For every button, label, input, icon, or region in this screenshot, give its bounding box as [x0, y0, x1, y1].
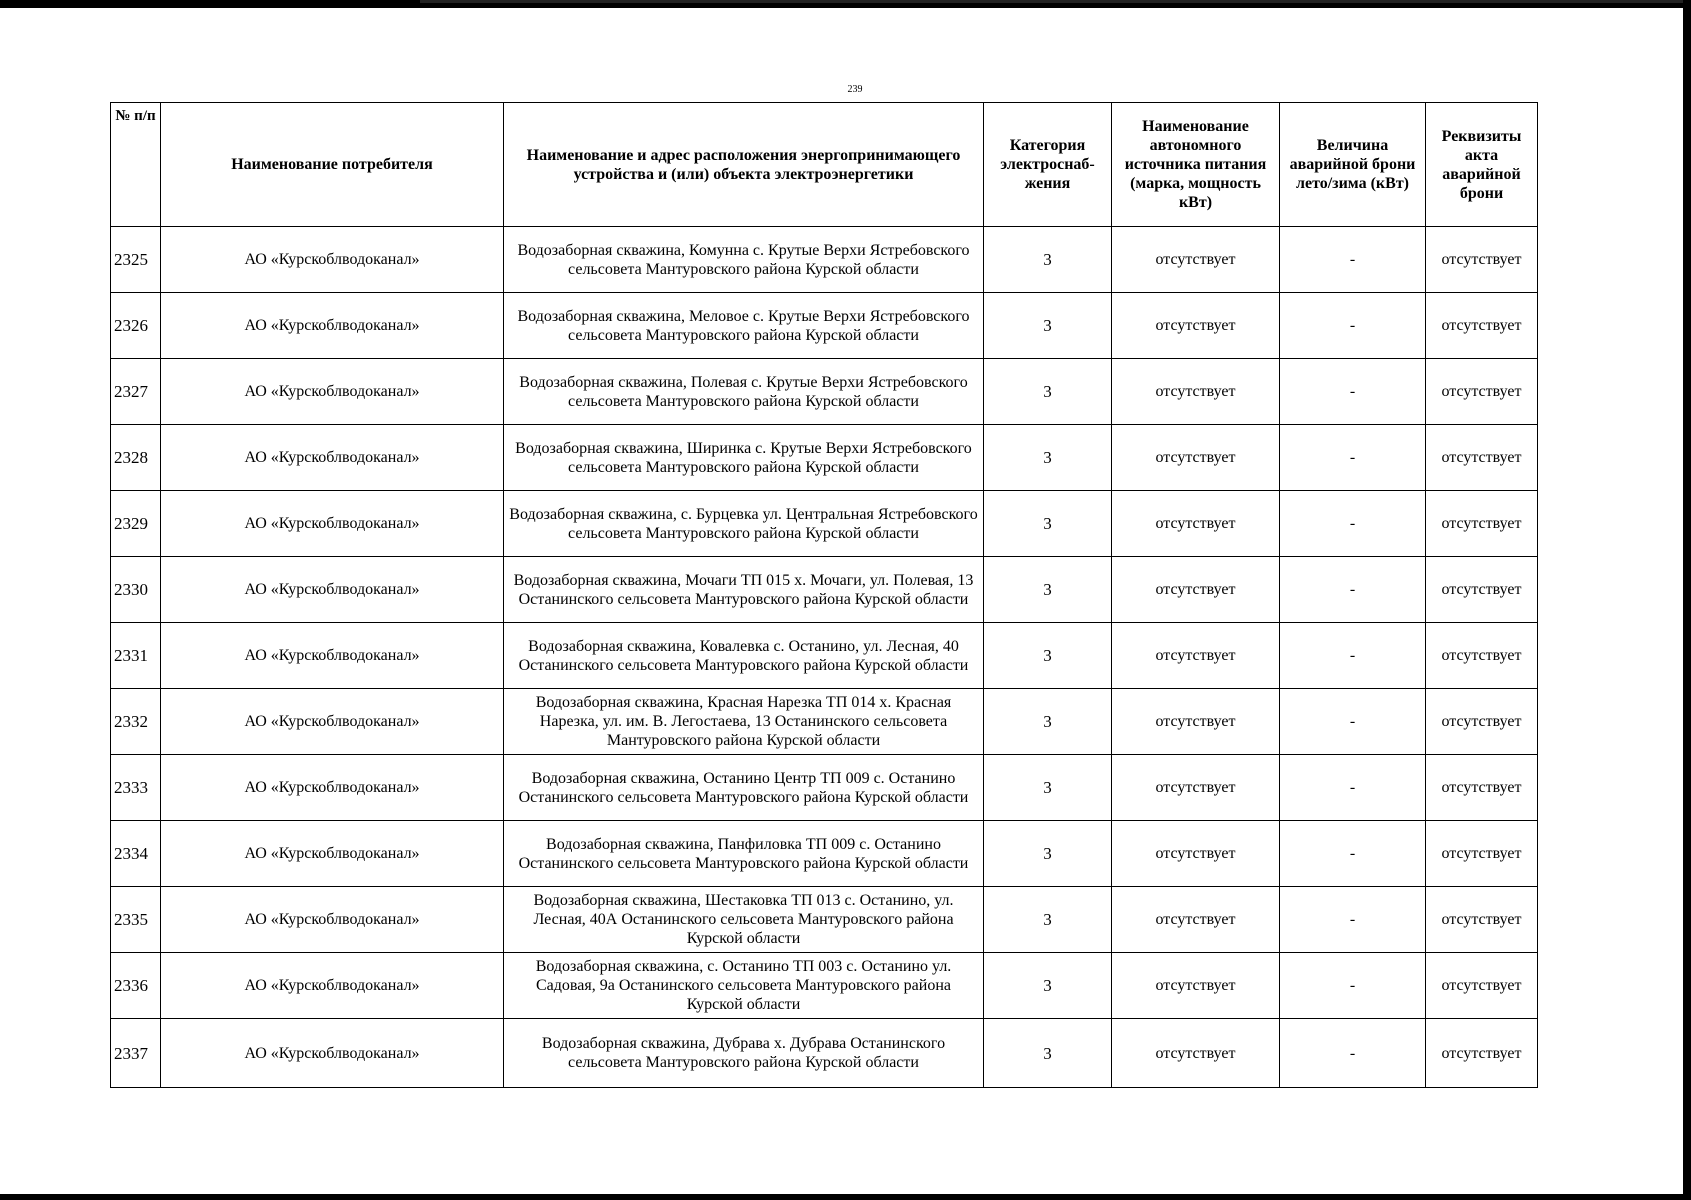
cell-power-source: отсутствует	[1112, 1019, 1280, 1088]
cell-address: Водозаборная скважина, Красная Нарезка ТП 014 х. Красная Нарезка, ул. им. В. Легостаева, 13 Останинского сельсовета Мантуровского района Курской области	[504, 689, 984, 755]
cell-category: 3	[984, 887, 1112, 953]
cell-reserve: -	[1280, 491, 1426, 557]
cell-reserve: -	[1280, 689, 1426, 755]
table-row	[111, 755, 1538, 821]
cell-act: отсутствует	[1426, 1019, 1538, 1088]
cell-address: Водозаборная скважина, Останино Центр ТП 009 с. Останино Останинского сельсовета Мантуровского района Курской области	[504, 755, 984, 821]
cell-category: 3	[984, 293, 1112, 359]
cell-category: 3	[984, 227, 1112, 293]
cell-power-source: отсутствует	[1112, 821, 1280, 887]
cell-power-source: отсутствует	[1112, 491, 1280, 557]
cell-num: 2337	[111, 1019, 161, 1088]
cell-category: 3	[984, 821, 1112, 887]
cell-reserve: -	[1280, 821, 1426, 887]
cell-reserve: -	[1280, 227, 1426, 293]
header-address: Наименование и адрес расположения энергопринимающего устройства и (или) объекта электроэнергетики	[504, 103, 984, 227]
page-number: 239	[847, 84, 863, 95]
cell-power-source: отсутствует	[1112, 293, 1280, 359]
header-act: Реквизиты акта аварийной брони	[1426, 103, 1538, 227]
cell-address: Водозаборная скважина, с. Останино ТП 003 с. Останино ул. Садовая, 9а Останинского сельсовета Мантуровского района Курской области	[504, 953, 984, 1019]
cell-consumer: АО «Курскоблводоканал»	[161, 491, 504, 557]
cell-power-source: отсутствует	[1112, 887, 1280, 953]
cell-act: отсутствует	[1426, 689, 1538, 755]
table-body	[111, 227, 1538, 1088]
header-consumer: Наименование потребителя	[161, 103, 504, 227]
cell-num: 2328	[111, 425, 161, 491]
cell-reserve: -	[1280, 425, 1426, 491]
cell-address: Водозаборная скважина, Дубрава х. Дубрава Останинского сельсовета Мантуровского района Курской области	[504, 1019, 984, 1088]
cell-act: отсутствует	[1426, 491, 1538, 557]
cell-consumer: АО «Курскоблводоканал»	[161, 953, 504, 1019]
cell-consumer: АО «Курскоблводоканал»	[161, 689, 504, 755]
cell-num: 2329	[111, 491, 161, 557]
cell-address: Водозаборная скважина, Полевая с. Крутые Верхи Ястребовского сельсовета Мантуровского района Курской области	[504, 359, 984, 425]
cell-address: Водозаборная скважина, Ковалевка с. Останино, ул. Лесная, 40 Останинского сельсовета Мантуровского района Курской области	[504, 623, 984, 689]
cell-num: 2333	[111, 755, 161, 821]
scan-edge-top	[0, 0, 1691, 8]
cell-consumer: АО «Курскоблводоканал»	[161, 821, 504, 887]
cell-reserve: -	[1280, 359, 1426, 425]
cell-num: 2332	[111, 689, 161, 755]
header-num: № п/п	[111, 103, 161, 227]
cell-num: 2325	[111, 227, 161, 293]
cell-reserve: -	[1280, 953, 1426, 1019]
cell-power-source: отсутствует	[1112, 755, 1280, 821]
cell-act: отсутствует	[1426, 557, 1538, 623]
cell-reserve: -	[1280, 623, 1426, 689]
cell-category: 3	[984, 623, 1112, 689]
table-row	[111, 491, 1538, 557]
cell-category: 3	[984, 689, 1112, 755]
scan-edge-bottom	[0, 1194, 1691, 1200]
emergency-reserve-table	[110, 102, 1538, 1088]
cell-consumer: АО «Курскоблводоканал»	[161, 227, 504, 293]
cell-reserve: -	[1280, 557, 1426, 623]
cell-power-source: отсутствует	[1112, 425, 1280, 491]
cell-num: 2327	[111, 359, 161, 425]
cell-act: отсутствует	[1426, 887, 1538, 953]
table-row	[111, 623, 1538, 689]
header-power-source: Наименование автономного источника питания (марка, мощность кВт)	[1112, 103, 1280, 227]
table-row	[111, 821, 1538, 887]
cell-num: 2335	[111, 887, 161, 953]
table-header-row	[111, 103, 1538, 227]
cell-num: 2326	[111, 293, 161, 359]
table-row	[111, 887, 1538, 953]
cell-category: 3	[984, 359, 1112, 425]
cell-address: Водозаборная скважина, Панфиловка ТП 009 с. Останино Останинского сельсовета Мантуровского района Курской области	[504, 821, 984, 887]
cell-act: отсутствует	[1426, 359, 1538, 425]
cell-reserve: -	[1280, 293, 1426, 359]
cell-category: 3	[984, 491, 1112, 557]
table-row	[111, 293, 1538, 359]
cell-power-source: отсутствует	[1112, 689, 1280, 755]
cell-address: Водозаборная скважина, Комунна с. Крутые Верхи Ястребовского сельсовета Мантуровского района Курской области	[504, 227, 984, 293]
cell-power-source: отсутствует	[1112, 227, 1280, 293]
table-row	[111, 359, 1538, 425]
cell-reserve: -	[1280, 755, 1426, 821]
cell-category: 3	[984, 755, 1112, 821]
cell-power-source: отсутствует	[1112, 359, 1280, 425]
scan-edge-right	[1683, 0, 1691, 1200]
header-reserve: Величина аварийной брони лето/зима (кВт)	[1280, 103, 1426, 227]
cell-address: Водозаборная скважина, Мочаги ТП 015 х. Мочаги, ул. Полевая, 13 Останинского сельсовета Мантуровского района Курской области	[504, 557, 984, 623]
cell-reserve: -	[1280, 887, 1426, 953]
cell-act: отсутствует	[1426, 227, 1538, 293]
cell-act: отсутствует	[1426, 953, 1538, 1019]
cell-category: 3	[984, 953, 1112, 1019]
cell-num: 2334	[111, 821, 161, 887]
cell-consumer: АО «Курскоблводоканал»	[161, 623, 504, 689]
header-category: Категория электроснаб-жения	[984, 103, 1112, 227]
cell-consumer: АО «Курскоблводоканал»	[161, 359, 504, 425]
cell-power-source: отсутствует	[1112, 557, 1280, 623]
table-row	[111, 1019, 1538, 1088]
cell-address: Водозаборная скважина, Меловое с. Крутые Верхи Ястребовского сельсовета Мантуровского района Курской области	[504, 293, 984, 359]
table-row	[111, 227, 1538, 293]
cell-address: Водозаборная скважина, Шестаковка ТП 013 с. Останино, ул. Лесная, 40А Останинского сельсовета Мантуровского района Курской области	[504, 887, 984, 953]
cell-address: Водозаборная скважина, Ширинка с. Крутые Верхи Ястребовского сельсовета Мантуровского района Курской области	[504, 425, 984, 491]
cell-act: отсутствует	[1426, 425, 1538, 491]
cell-num: 2336	[111, 953, 161, 1019]
cell-act: отсутствует	[1426, 623, 1538, 689]
cell-address: Водозаборная скважина, с. Бурцевка ул. Центральная Ястребовского сельсовета Мантуровского района Курской области	[504, 491, 984, 557]
cell-consumer: АО «Курскоблводоканал»	[161, 425, 504, 491]
cell-consumer: АО «Курскоблводоканал»	[161, 887, 504, 953]
cell-category: 3	[984, 557, 1112, 623]
table-row	[111, 689, 1538, 755]
cell-power-source: отсутствует	[1112, 623, 1280, 689]
cell-consumer: АО «Курскоблводоканал»	[161, 1019, 504, 1088]
table-row	[111, 557, 1538, 623]
cell-consumer: АО «Курскоблводоканал»	[161, 293, 504, 359]
cell-category: 3	[984, 1019, 1112, 1088]
cell-power-source: отсутствует	[1112, 953, 1280, 1019]
table-row	[111, 425, 1538, 491]
cell-num: 2331	[111, 623, 161, 689]
cell-consumer: АО «Курскоблводоканал»	[161, 755, 504, 821]
cell-num: 2330	[111, 557, 161, 623]
cell-reserve: -	[1280, 1019, 1426, 1088]
cell-category: 3	[984, 425, 1112, 491]
cell-consumer: АО «Курскоблводоканал»	[161, 557, 504, 623]
cell-act: отсутствует	[1426, 821, 1538, 887]
cell-act: отсутствует	[1426, 755, 1538, 821]
cell-act: отсутствует	[1426, 293, 1538, 359]
table-row	[111, 953, 1538, 1019]
